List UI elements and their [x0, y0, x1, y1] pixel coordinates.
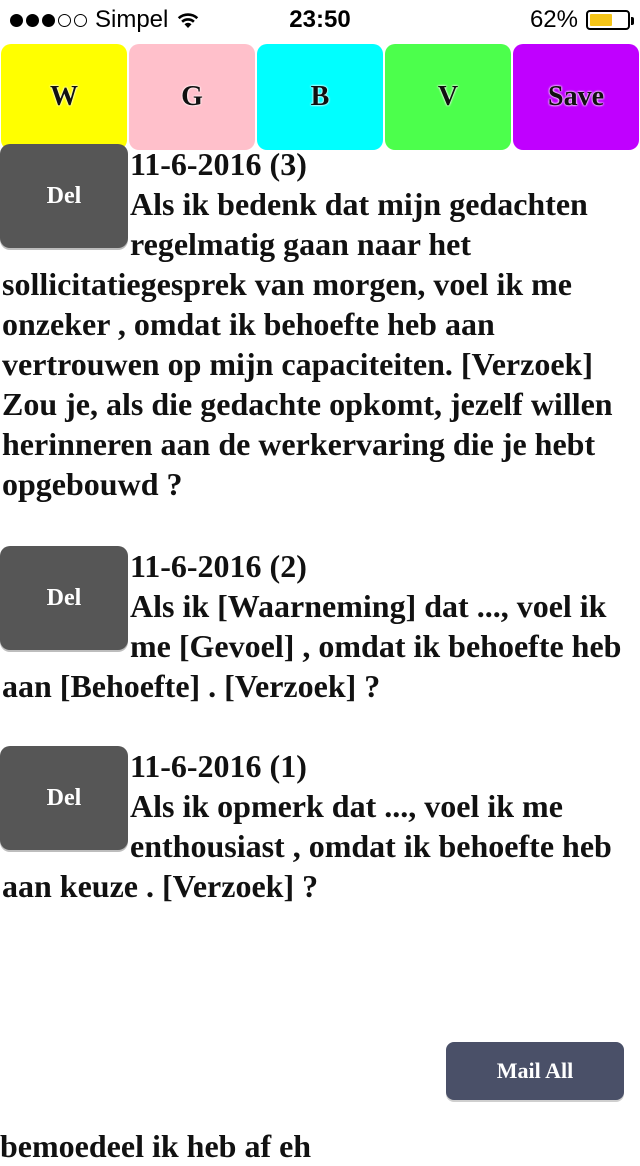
- entry-date: 11-6-2016 (3): [130, 146, 307, 182]
- list-item: [0, 746, 640, 906]
- battery-percent: 62%: [529, 6, 578, 33]
- toolbar: [0, 44, 640, 150]
- v-button[interactable]: V: [385, 44, 511, 150]
- save-button[interactable]: Save: [513, 44, 639, 150]
- entry-text: Als ik [Waarneming] dat ..., voel ik me [Gevoel] , omdat ik behoefte heb aan [Behoefte] . [Verzoek] ?: [2, 588, 622, 704]
- battery-fill: [590, 14, 612, 26]
- entry-list: [0, 146, 640, 906]
- carrier-name: Simpel: [95, 6, 169, 33]
- b-button[interactable]: B: [257, 44, 383, 150]
- clock: 23:50: [289, 6, 351, 33]
- delete-button[interactable]: Del: [0, 746, 128, 850]
- delete-button[interactable]: Del: [0, 546, 128, 650]
- list-item: [0, 144, 640, 504]
- cut-off-entry-text: bemoedeel ik heb af eh: [0, 1128, 312, 1164]
- battery-cap: [631, 17, 634, 25]
- entry-date: 11-6-2016 (1): [130, 748, 307, 784]
- delete-button[interactable]: Del: [0, 144, 128, 248]
- entry-date: 11-6-2016 (2): [130, 548, 307, 584]
- list-item: [0, 546, 640, 706]
- mail-all-button[interactable]: Mail All: [446, 1042, 624, 1100]
- status-right: [530, 6, 630, 34]
- status-bar: [0, 0, 640, 40]
- entry-text: Als ik opmerk dat ..., voel ik me enthousiast , omdat ik behoefte heb aan keuze . [Verzoek] ?: [2, 788, 612, 904]
- g-button[interactable]: G: [129, 44, 255, 150]
- entry-text: Als ik bedenk dat mijn gedachten regelmatig gaan naar het sollicitatiegesprek van morgen, voel ik me onzeker , omdat ik behoefte heb aan vertrouwen op mijn capaciteiten. [Verzoek] Zou je, als die gedachte opkomt, jezelf willen herinneren aan de werkervaring die je hebt opgebouwd ?: [2, 186, 613, 502]
- battery-icon: [586, 10, 630, 30]
- w-button[interactable]: W: [1, 44, 127, 150]
